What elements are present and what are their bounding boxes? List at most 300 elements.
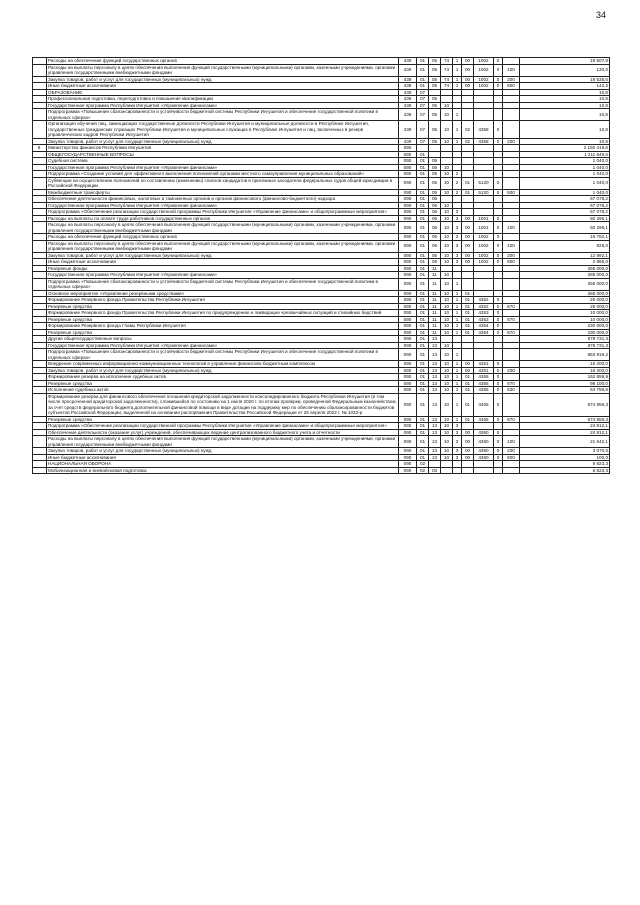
row-amount: 130,0: [520, 64, 610, 76]
code-cs3: 01: [462, 416, 474, 423]
row-amount: 24 812,1: [520, 423, 610, 430]
row-amount: 230 000,0: [520, 323, 610, 330]
code-cs1: 10: [441, 310, 453, 317]
code-cs4: 4355: [474, 374, 494, 381]
code-pr: 05: [429, 171, 441, 178]
code-cs2: 1: [453, 303, 462, 310]
row-name: Резервные фонды: [47, 265, 399, 272]
code-rz: 01: [417, 310, 429, 317]
row-amount: 19 507,8: [520, 58, 610, 65]
code-cs4: 1002: [474, 259, 494, 266]
table-row: [33, 240, 610, 252]
code-cs4: 1002: [474, 64, 494, 76]
code-vr: [503, 393, 520, 416]
code-pr: 05: [429, 76, 441, 83]
code-rz: 01: [417, 387, 429, 394]
code-cs1: 10: [441, 290, 453, 297]
code-pr: 13: [429, 429, 441, 436]
code-ved: 090: [399, 387, 417, 394]
row-amount: 878 731,3: [520, 342, 610, 349]
code-cs3: 01: [462, 323, 474, 330]
code-cs4: 4352: [474, 297, 494, 304]
code-pr: 05: [429, 164, 441, 171]
row-amount: 1 040,0: [520, 164, 610, 171]
row-amount: 67 078,2: [520, 209, 610, 216]
code-ved: 090: [399, 310, 417, 317]
code-cs3: [462, 467, 474, 474]
row-number: [33, 177, 47, 189]
code-rz: 01: [417, 436, 429, 448]
code-vr: 100: [503, 436, 520, 448]
code-cs2: 3: [453, 448, 462, 455]
code-cs1: 10: [441, 234, 453, 241]
code-cs1: 74: [441, 58, 453, 65]
code-cs1: 10: [441, 436, 453, 448]
code-cs3: 00: [462, 83, 474, 90]
code-ved: 090: [399, 202, 417, 209]
code-cs1: 10: [441, 367, 453, 374]
code-ved: 090: [399, 215, 417, 222]
row-amount: 265 000,0: [520, 290, 610, 297]
row-name: ОБРАЗОВАНИЕ: [47, 89, 399, 96]
code-cs4: 4360: [474, 436, 494, 448]
code-vr: [503, 467, 520, 474]
code-pr: 05: [429, 102, 441, 109]
code-rz: 01: [417, 177, 429, 189]
code-pr: 06: [429, 215, 441, 222]
code-rz: 01: [417, 323, 429, 330]
code-rz: 01: [417, 164, 429, 171]
row-number: [33, 109, 47, 121]
code-cs3: 00: [462, 222, 474, 234]
code-rz: 01: [417, 303, 429, 310]
code-rz: 01: [417, 64, 429, 76]
code-rz: 01: [417, 240, 429, 252]
code-pr: 13: [429, 416, 441, 423]
row-name: Мобилизационная и вневойсковая подготовка: [47, 467, 399, 474]
code-rz: 01: [417, 374, 429, 381]
code-cs5: 0: [494, 436, 503, 448]
code-pr: 13: [429, 454, 441, 461]
code-ved: 439: [399, 102, 417, 109]
code-cs2: 1: [453, 380, 462, 387]
code-ved: 090: [399, 259, 417, 266]
row-amount: 674 859,3: [520, 393, 610, 416]
code-cs2: 1: [453, 83, 462, 90]
row-name: Расходы на обеспечение функций государственных органов: [47, 58, 399, 65]
code-cs2: 3: [453, 252, 462, 259]
code-ved: 439: [399, 89, 417, 96]
code-vr: 870: [503, 303, 520, 310]
code-rz: 01: [417, 215, 429, 222]
code-pr: 13: [429, 387, 441, 394]
code-ved: 090: [399, 252, 417, 259]
row-name: Обеспечение деятельности (оказание услуг) учреждений, обеспечивающих ведение централизованного бюджетного учета и отчетности: [47, 429, 399, 436]
code-cs4: 1001: [474, 215, 494, 222]
row-amount: 10,8: [520, 109, 610, 121]
code-cs4: 5120: [474, 177, 494, 189]
row-amount: 1 211 849,5: [520, 151, 610, 158]
row-number: [33, 64, 47, 76]
code-ved: 439: [399, 76, 417, 83]
code-cs1: 10: [441, 361, 453, 368]
code-cs5: 0: [494, 64, 503, 76]
row-number: [33, 278, 47, 290]
code-cs5: 0: [494, 361, 503, 368]
row-name: Закупка товаров, работ и услуг для государственных (муниципальных) нужд: [47, 76, 399, 83]
code-cs3: 00: [462, 64, 474, 76]
code-cs3: 00: [462, 215, 474, 222]
row-name: Подпрограмма «Обеспечение реализации государственной программы Республики Ингушетия «Управление финансами» и общепрограммные мероприятия»: [47, 209, 399, 216]
code-vr: [503, 177, 520, 189]
row-amount: 12 992,1: [520, 252, 610, 259]
code-cs3: 01: [462, 303, 474, 310]
code-rz: 07: [417, 138, 429, 145]
code-rz: 01: [417, 342, 429, 349]
code-cs5: 0: [494, 416, 503, 423]
row-name: Закупка товаров, работ и услуг для государственных (муниципальных) нужд: [47, 138, 399, 145]
code-rz: 07: [417, 96, 429, 103]
code-cs4: 4354: [474, 323, 494, 330]
code-cs3: 01: [462, 380, 474, 387]
code-ved: 439: [399, 96, 417, 103]
code-rz: 01: [417, 259, 429, 266]
code-vr: 500: [503, 189, 520, 196]
row-name: Формирование Резервного фонда Правительства Республики Ингушетия: [47, 297, 399, 304]
code-pr: 06: [429, 222, 441, 234]
code-vr: [503, 278, 520, 290]
code-cs4: 4352: [474, 303, 494, 310]
code-vr: 200: [503, 448, 520, 455]
code-cs2: 1: [453, 349, 462, 361]
code-rz: 01: [417, 196, 429, 203]
code-vr: 830: [503, 387, 520, 394]
code-cs5: 0: [494, 454, 503, 461]
code-cs1: 10: [441, 164, 453, 171]
code-cs1: 10: [441, 240, 453, 252]
row-amount: 16 782,1: [520, 234, 610, 241]
table-row: [33, 222, 610, 234]
code-cs4: 4353: [474, 316, 494, 323]
code-cs4: 4360: [474, 448, 494, 455]
code-rz: 01: [417, 429, 429, 436]
row-name: Межбюджетные трансферты: [47, 189, 399, 196]
code-cs1: 10: [441, 259, 453, 266]
code-cs1: 10: [441, 349, 453, 361]
row-name: Судебная система: [47, 158, 399, 165]
row-amount: 25 000,0: [520, 303, 610, 310]
code-cs1: 10: [441, 215, 453, 222]
code-rz: 01: [417, 202, 429, 209]
row-amount: 162 859,9: [520, 374, 610, 381]
code-ved: 090: [399, 189, 417, 196]
code-vr: 800: [503, 454, 520, 461]
code-cs5: [494, 467, 503, 474]
code-rz: 01: [417, 272, 429, 279]
code-pr: 13: [429, 361, 441, 368]
code-cs1: 10: [441, 416, 453, 423]
table-row: [33, 109, 610, 121]
code-vr: 200: [503, 76, 520, 83]
code-ved: 090: [399, 393, 417, 416]
code-ved: 090: [399, 240, 417, 252]
row-name: Министерство финансов Республики Ингушетия: [47, 145, 399, 152]
row-name: Резервные средства: [47, 329, 399, 336]
code-ved: 090: [399, 158, 417, 165]
row-name: Расходы на выплаты персоналу в целях обеспечения выполнения функций государственными (муниципальными) органами, казенными учреждениями, органами управления государственными внебюджетными фондами: [47, 64, 399, 76]
code-cs2: 3: [453, 215, 462, 222]
row-name: Организация обучения лиц, замещающих государственные должности Республики Ингушетия и муниципальные должности в Республике Ингушетия, государственных гражданских служащих Республики Ингушетия и муниципальных служащих в Республике Ингушетия и лиц, включенных в резерв управленческих кадров Республики Ингушетия: [47, 121, 399, 139]
row-name: Закупка товаров, работ и услуг для государственных (муниципальных) нужд: [47, 252, 399, 259]
code-cs2: 3: [453, 436, 462, 448]
code-pr: 11: [429, 265, 441, 272]
row-amount: 265 000,0: [520, 272, 610, 279]
code-rz: 01: [417, 209, 429, 216]
row-name: ОБЩЕГОСУДАРСТВЕННЫЕ ВОПРОСЫ: [47, 151, 399, 158]
code-ved: 090: [399, 171, 417, 178]
code-rz: 01: [417, 171, 429, 178]
row-name: Резервные средства: [47, 416, 399, 423]
table-row: [33, 436, 610, 448]
code-pr: 05: [429, 189, 441, 196]
code-cs5: 0: [494, 387, 503, 394]
code-vr: 100: [503, 222, 520, 234]
code-pr: 06: [429, 202, 441, 209]
code-rz: 01: [417, 329, 429, 336]
code-rz: 01: [417, 83, 429, 90]
code-cs4: 1002: [474, 252, 494, 259]
code-rz: 07: [417, 89, 429, 96]
code-cs5: [494, 349, 503, 361]
code-vr: 200: [503, 138, 520, 145]
code-cs1: 10: [441, 374, 453, 381]
code-vr: [503, 349, 520, 361]
row-name: Расходы на выплаты персоналу в целях обеспечения выполнения функций государственными (муниципальными) органами, казенными учреждениями, органами управления государственными внебюджетными фондами: [47, 436, 399, 448]
row-name: Расходы на обеспечение функций государственных органов: [47, 234, 399, 241]
code-cs2: 1: [453, 290, 462, 297]
row-amount: 10,8: [520, 89, 610, 96]
code-pr: 05: [429, 83, 441, 90]
page-number: 34: [596, 10, 607, 20]
code-pr: 13: [429, 374, 441, 381]
code-ved: 090: [399, 164, 417, 171]
row-name: Субвенции на осуществление полномочий по составлению (изменению) списков кандидатов в присяжные заседатели федеральных судов общей юрисдикции в Российской Федерации: [47, 177, 399, 189]
code-pr: 13: [429, 448, 441, 455]
code-cs1: 10: [441, 177, 453, 189]
code-rz: 07: [417, 121, 429, 139]
code-cs2: 1: [453, 361, 462, 368]
code-cs2: 3: [453, 222, 462, 234]
code-cs4: 4360: [474, 429, 494, 436]
row-amount: 21 642,1: [520, 436, 610, 448]
code-vr: 200: [503, 252, 520, 259]
code-rz: 02: [417, 461, 429, 468]
code-cs4: 4351: [474, 367, 494, 374]
code-cs4: 1002: [474, 76, 494, 83]
code-pr: 06: [429, 240, 441, 252]
budget-table: [32, 57, 610, 474]
code-cs2: 3: [453, 454, 462, 461]
code-pr: 05: [429, 121, 441, 139]
code-cs3: 01: [462, 374, 474, 381]
code-pr: 11: [429, 303, 441, 310]
budget-table-body: [33, 58, 610, 474]
code-pr: 05: [429, 177, 441, 189]
row-name: Иные бюджетные ассигнования: [47, 83, 399, 90]
code-ved: 090: [399, 329, 417, 336]
code-cs4: 4455: [474, 416, 494, 423]
code-cs1: 10: [441, 454, 453, 461]
code-cs4: 5120: [474, 189, 494, 196]
code-cs1: [441, 467, 453, 474]
code-cs4: [474, 109, 494, 121]
code-pr: 11: [429, 297, 441, 304]
code-vr: 870: [503, 380, 520, 387]
code-vr: [503, 121, 520, 139]
code-pr: 06: [429, 209, 441, 216]
code-rz: 01: [417, 454, 429, 461]
code-cs2: 1: [453, 58, 462, 65]
row-name: Иные бюджетные ассигнования: [47, 454, 399, 461]
row-name: Подпрограмма «Обеспечение реализации государственной программы Республики Ингушетия «Управление финансами» и общепрограммные мероприятия»: [47, 423, 399, 430]
row-name: Внедрение современных информационно-коммуникационных технологий в управление финансово-бюджетным комплексом: [47, 361, 399, 368]
code-cs2: 1: [453, 329, 462, 336]
code-cs2: [453, 467, 462, 474]
row-name: Формирование резерва для финансового обеспечения погашения кредиторской задолженности консолидированного бюджета Республики Ингушетия (в том числе просроченной кредиторской задолженности), сложившейся по состоянию на 1 июля 2020 г. по итогам проверки, проведенной Федеральным казначейством, за счет средств федерального бюджета,дополнительной финансовой помощи в виде дотации на поддержку мер по обеспечению сбалансированности бюджетов субъектов Российской Федерации, выделенной на основании распоряжения Правительства Российской Федерации от 26 апреля 2022 г. № 1032-р: [48, 393, 397, 415]
code-pr: 05: [429, 96, 441, 103]
code-ved: 090: [399, 336, 417, 343]
code-cs2: 1: [453, 64, 462, 76]
code-cs3: 00: [462, 454, 474, 461]
code-cs1: 10: [441, 109, 453, 121]
table-row: [33, 467, 610, 474]
code-ved: 090: [399, 316, 417, 323]
code-cs5: 0: [494, 215, 503, 222]
code-cs5: 0: [494, 429, 503, 436]
row-name: Государственная программа Республики Ингушетия «Управление финансами»: [47, 272, 399, 279]
code-pr: 11: [429, 272, 441, 279]
code-cs4: 1002: [474, 58, 494, 65]
code-cs2: 1: [453, 278, 462, 290]
row-amount: 25 000,0: [520, 297, 610, 304]
row-amount: 50 296,1: [520, 215, 610, 222]
code-ved: 090: [399, 290, 417, 297]
code-cs1: 10: [441, 316, 453, 323]
code-pr: 13: [429, 336, 441, 343]
code-cs1: 10: [441, 222, 453, 234]
code-cs3: 01: [462, 387, 474, 394]
code-cs3: 01: [462, 316, 474, 323]
code-cs3: 00: [462, 76, 474, 83]
code-cs2: 1: [453, 393, 462, 416]
row-number: [33, 349, 47, 361]
row-amount: 64 759,9: [520, 387, 610, 394]
code-ved: 090: [399, 234, 417, 241]
row-name: Расходы на выплаты по оплате труда работников государственных органов: [47, 215, 399, 222]
code-pr: 06: [429, 234, 441, 241]
row-amount: 265 000,0: [520, 278, 610, 290]
code-cs1: 10: [441, 102, 453, 109]
row-name: Расходы на выплаты персоналу в целях обеспечения выполнения функций государственными (муниципальными) органами, казенными учреждениями, органами управления государственными внебюджетными фондами: [47, 240, 399, 252]
row-amount: 24 812,1: [520, 429, 610, 436]
row-amount: 16 200,0: [520, 361, 610, 368]
code-rz: 01: [417, 222, 429, 234]
code-cs5: 0: [494, 234, 503, 241]
row-number: [33, 393, 47, 416]
row-amount: 1 040,0: [520, 158, 610, 165]
code-pr: 11: [429, 323, 441, 330]
code-ved: 090: [399, 436, 417, 448]
code-cs1: 10: [441, 329, 453, 336]
row-number: [33, 121, 47, 139]
row-amount: 10 000,0: [520, 310, 610, 317]
code-cs2: 2: [453, 171, 462, 178]
code-cs5: 0: [494, 303, 503, 310]
code-ved: 090: [399, 272, 417, 279]
code-ved: 090: [399, 380, 417, 387]
code-rz: 01: [417, 448, 429, 455]
code-cs3: 01: [462, 310, 474, 317]
code-cs2: 3: [453, 209, 462, 216]
code-ved: 439: [399, 64, 417, 76]
row-amount: 674 859,3: [520, 416, 610, 423]
code-rz: 01: [417, 297, 429, 304]
code-cs1: 10: [441, 252, 453, 259]
code-cs4: 4455: [474, 393, 494, 416]
code-cs3: 01: [462, 290, 474, 297]
code-ved: 090: [399, 361, 417, 368]
row-name: Профессиональная подготовка, переподготовка и повышение квалификации: [47, 96, 399, 103]
row-name: Государственная программа Республики Ингушетия «Управление финансами»: [47, 102, 399, 109]
code-pr: 13: [429, 349, 441, 361]
row-amount: 10,8: [520, 138, 610, 145]
code-pr: 05: [429, 138, 441, 145]
code-pr: 05: [429, 64, 441, 76]
code-rz: 01: [417, 316, 429, 323]
code-vr: 870: [503, 416, 520, 423]
code-cs3: 00: [462, 436, 474, 448]
row-name: Подпрограмма «Создание условий для эффективного выполнения полномочий органами местного самоуправления муниципальных образований»: [47, 171, 399, 178]
row-amount: 3 070,0: [520, 448, 610, 455]
code-cs2: 3: [453, 240, 462, 252]
code-cs4: 1002: [474, 240, 494, 252]
code-cs2: 1: [453, 310, 462, 317]
code-cs5: 0: [494, 76, 503, 83]
code-cs3: 02: [462, 121, 474, 139]
code-cs5: 0: [494, 83, 503, 90]
code-cs4: 1002: [474, 234, 494, 241]
code-cs2: 1: [453, 416, 462, 423]
code-cs3: 01: [462, 297, 474, 304]
code-vr: 100: [503, 240, 520, 252]
code-pr: 11: [429, 316, 441, 323]
code-rz: 01: [417, 361, 429, 368]
code-ved: 090: [399, 196, 417, 203]
code-cs2: 3: [453, 234, 462, 241]
row-amount: 98 100,0: [520, 380, 610, 387]
code-ved: 090: [399, 423, 417, 430]
code-cs5: 0: [494, 240, 503, 252]
code-cs3: 00: [462, 240, 474, 252]
code-rz: 02: [417, 467, 429, 474]
code-ved: 090: [399, 342, 417, 349]
table-row: [33, 64, 610, 76]
code-ved: 090: [399, 151, 417, 158]
table-row: [33, 393, 610, 416]
code-cs5: 0: [494, 374, 503, 381]
code-cs1: 10: [441, 387, 453, 394]
row-amount: 2 192 419,6: [520, 145, 610, 152]
